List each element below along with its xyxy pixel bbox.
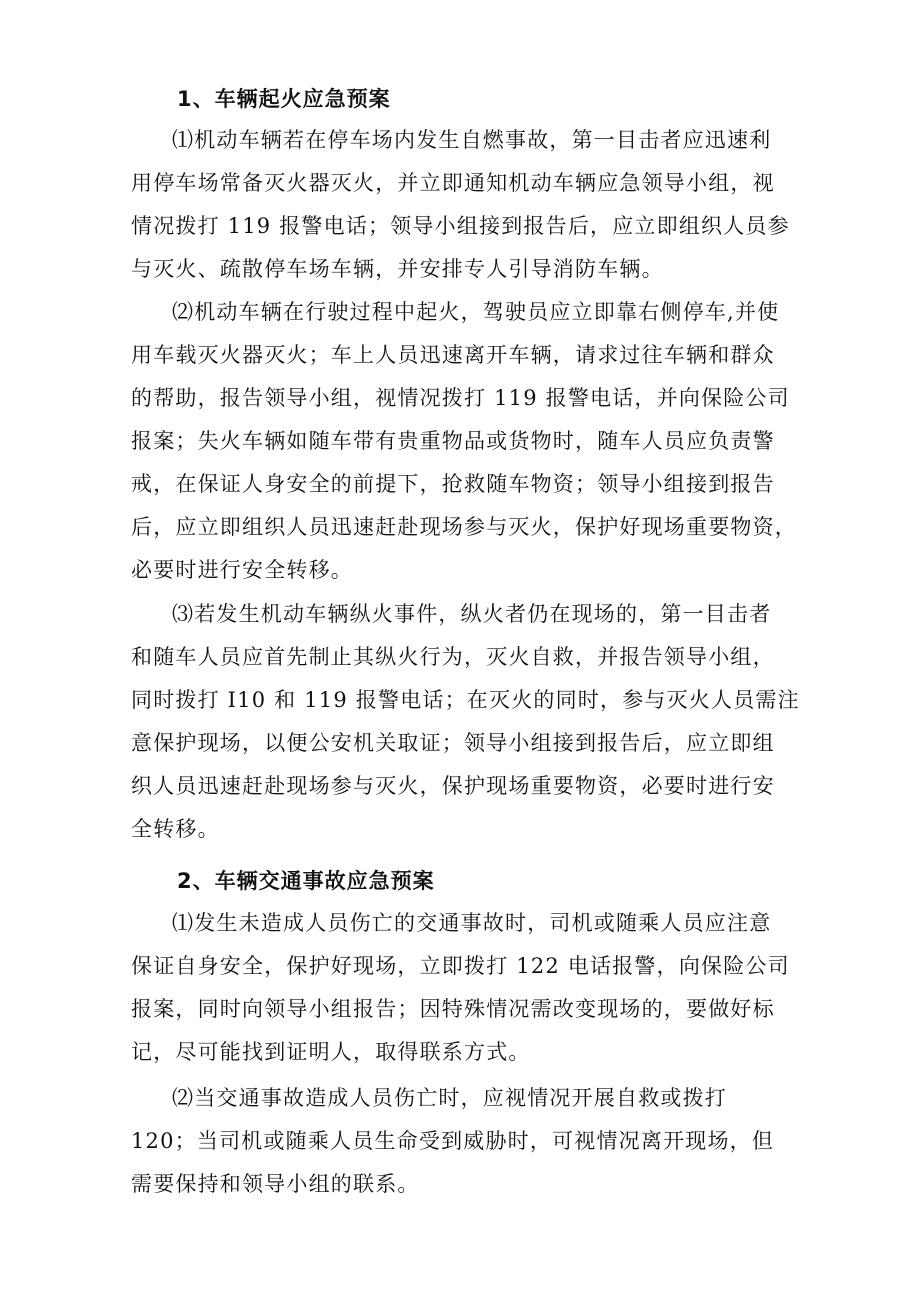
section-heading-fire: 1、车辆起火应急预案 [177, 87, 391, 111]
text-line: ⑴机动车辆若在停车场内发生自燃事故，第一目击者应迅速利 [172, 128, 772, 152]
text-line: ⑵机动车辆在行驶过程中起火，驾驶员应立即靠右侧停车,并使 [172, 300, 780, 324]
text-line: 全转移。 [131, 817, 220, 841]
text-line: 意保护现场，以便公安机关取证；领导小组接到报告后，应立即组 [131, 731, 775, 755]
text-line: 织人员迅速赶赴现场参与灭火，保护现场重要物资，必要时进行安 [131, 774, 775, 798]
text-line: 保证自身安全，保护好现场，立即拨打 122 电话报警，向保险公司 [131, 954, 790, 978]
text-line: 报案；失火车辆如随车带有贵重物品或货物时，随车人员应负责警 [131, 429, 775, 453]
text-line: ⑴发生未造成人员伤亡的交通事故时，司机或随乘人员应注意 [172, 911, 772, 935]
text-line: 戒，在保证人身安全的前提下，抢救随车物资；领导小组接到报告 [131, 472, 775, 496]
text-line: 记，尽可能找到证明人，取得联系方式。 [131, 1040, 531, 1064]
text-line: 报案，同时向领导小组报告；因特殊情况需改变现场的，要做好标 [131, 997, 775, 1021]
text-line: 用车载灭火器灭火；车上人员迅速离开车辆，请求过往车辆和群众 [131, 343, 775, 367]
text-line: 同时拨打 I10 和 119 报警电话；在灭火的同时，参与灭火人员需注 [131, 688, 800, 712]
text-line: 120；当司机或随乘人员生命受到威胁时，可视情况离开现场，但 [131, 1129, 775, 1153]
section-heading-traffic: 2、车辆交通事故应急预案 [177, 869, 435, 893]
text-line: 需要保持和领导小组的联系。 [131, 1172, 420, 1196]
text-line: 与灭火、疏散停车场车辆，并安排专人引导消防车辆。 [131, 257, 664, 281]
text-line: 情况拨打 119 报警电话；领导小组接到报告后，应立即组织人员参 [131, 214, 790, 238]
text-line: 后，应立即组织人员迅速赶赴现场参与灭火，保护好现场重要物资， [131, 515, 797, 539]
text-line: 和随车人员应首先制止其纵火行为，灭火自救，并报告领导小组， [131, 645, 775, 669]
text-line: 用停车场常备灭火器灭火，并立即通知机动车辆应急领导小组，视 [131, 171, 775, 195]
text-line: 的帮助，报告领导小组，视情况拨打 119 报警电话，并向保险公司 [131, 386, 790, 410]
text-line: ⑶若发生机动车辆纵火事件，纵火者仍在现场的，第一目击者 [172, 602, 772, 626]
text-line: ⑵当交通事故造成人员伤亡时，应视情况开展自救或拨打 [172, 1086, 727, 1110]
text-line: 必要时进行安全转移。 [131, 558, 353, 582]
